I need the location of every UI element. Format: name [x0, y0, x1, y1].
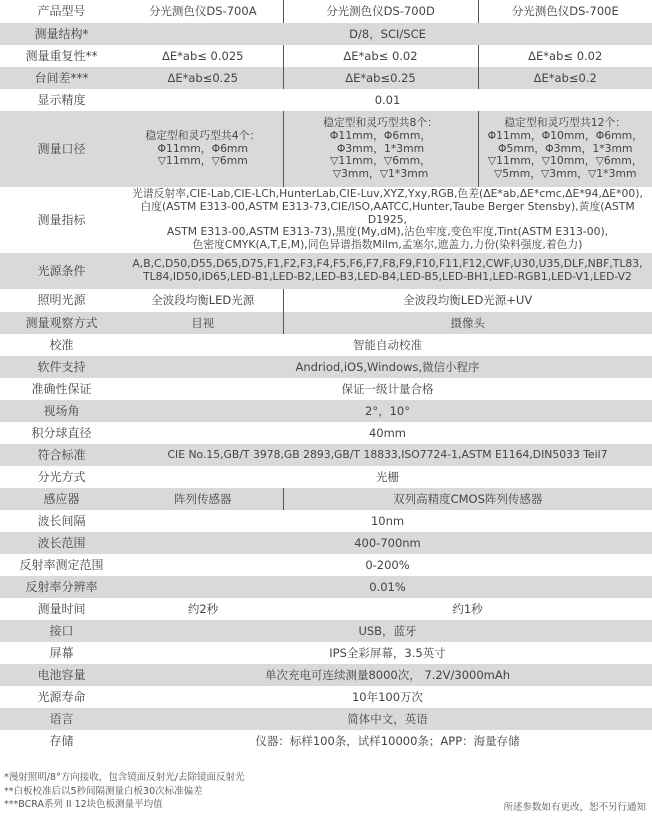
row-calibration: [0, 334, 652, 356]
aperture-line: ▽3mm，▽1*3mm: [332, 167, 429, 181]
row-screen: [0, 642, 652, 664]
cell-ds700de: 摄像头: [283, 312, 652, 334]
aperture-line: ▽11mm，▽6mm，: [330, 154, 431, 168]
row-sensor: [0, 488, 652, 510]
cell-value: USB，蓝牙: [123, 620, 652, 642]
row-label: 视场角: [0, 400, 123, 422]
cell-ds700a: 全波段均衡LED光源: [123, 289, 283, 312]
aperture-line: ▽11mm，▽6mm: [157, 154, 248, 168]
row-precision: [0, 89, 652, 111]
row-label: 波长范围: [0, 532, 123, 554]
footnote-2: **白板校准后以5秒间隔测量白板30次标准偏差: [4, 785, 203, 797]
row-storage: [0, 730, 652, 753]
cell-value: CIE No.15,GB/T 3978,GB 2893,GB/T 18833,ISO7724-1,ASTM E1164,DIN5033 Teil7: [123, 444, 652, 466]
cell-value: 单次充电可连续测量8000次， 7.2V/3000mAh: [123, 664, 652, 686]
cell-ds700e: ΔE*ab≤ 0.02: [478, 45, 652, 67]
row-label: 光源寿命: [0, 686, 123, 708]
cell-ds700e: [478, 111, 652, 187]
cell-value: [123, 187, 652, 253]
row-label: 软件支持: [0, 356, 123, 378]
aperture-line: Φ5mm，Φ3mm，1*3mm: [497, 141, 633, 155]
row-label: 产品型号: [0, 0, 123, 23]
aperture-line: ▽11mm，▽10mm，▽6mm，: [487, 154, 643, 168]
row-illumination: [0, 289, 652, 312]
row-interface: [0, 620, 652, 642]
cell-value: 0.01%: [123, 576, 652, 598]
row-label: 积分球直径: [0, 422, 123, 444]
row-refl-range: [0, 554, 652, 576]
cell-value: IPS全彩屏幕，3.5英寸: [123, 642, 652, 664]
row-splitting: [0, 466, 652, 488]
aperture-line: Φ11mm，Φ6mm，: [329, 128, 432, 142]
cell-value: Andriod,iOS,Windows,微信小程序: [123, 356, 652, 378]
cell-ds700d: 分光测色仪DS-700D: [283, 0, 478, 23]
cell-value: D/8，SCI/SCE: [123, 23, 652, 45]
indices-line: ASTM E313-00,ASTM E313-73),黑度(My,dM),沾色牢度,变色牢度,Tint(ASTM E313-00),: [166, 225, 609, 239]
cell-value: 光栅: [123, 466, 652, 488]
cell-value: 0.01: [123, 89, 652, 111]
cell-ds700a: 分光测色仪DS-700A: [123, 0, 283, 23]
indices-line: 光谱反射率,CIE-Lab,CIE-LCh,HunterLab,CIE-Luv,XYZ,Yxy,RGB,色差(ΔE*ab,ΔE*cmc,ΔE*94,ΔE*00),: [132, 187, 643, 200]
cell-ds700de: 约1秒: [283, 598, 652, 620]
row-label: 接口: [0, 620, 123, 642]
illuminants-line: A,B,C,D50,D55,D65,D75,F1,F2,F3,F4,F5,F6,F7,F8,F9,F10,F11,F12,CWF,U30,U35,DLF,NBF,TL83,: [132, 257, 643, 271]
row-label: 屏幕: [0, 642, 123, 664]
row-accuracy: [0, 378, 652, 400]
row-label: 测量时间: [0, 598, 123, 620]
aperture-line: 稳定型和灵巧型共12个：: [504, 116, 627, 129]
cell-value: 2°，10°: [123, 400, 652, 422]
cell-ds700d: [283, 111, 478, 187]
row-product-model: [0, 0, 652, 23]
row-viewing: [0, 312, 652, 334]
cell-ds700d: ΔE*ab≤0.25: [283, 67, 478, 89]
row-structure: [0, 23, 652, 45]
row-battery: [0, 664, 652, 686]
footnote-1: *漫射照明/8°方向接收，包含镜面反射光/去除镜面反射光: [4, 772, 245, 783]
row-label: 反射率分辨率: [0, 576, 123, 598]
disclaimer: 所述参数如有更改，恕不另行通知: [503, 802, 646, 813]
cell-value: 400-700nm: [123, 532, 652, 554]
row-label: 语言: [0, 708, 123, 730]
row-label: 光源条件: [0, 253, 123, 289]
cell-ds700d: ΔE*ab≤ 0.02: [283, 45, 478, 67]
row-refl-res: [0, 576, 652, 598]
row-label: 测量指标: [0, 187, 123, 253]
cell-value: 保证一级计量合格: [123, 378, 652, 400]
cell-ds700a: ΔE*ab≤ 0.025: [123, 45, 283, 67]
illuminants-line: TL84,ID50,ID65,LED-B1,LED-B2,LED-B3,LED-B4,LED-B5,LED-BH1,LED-RGB1,LED-V1,LED-V2: [143, 270, 632, 283]
indices-line: 色密度CMYK(A,T,E,M),同色异谱指数Milm,孟塞尔,遮盖力,力份(染料强度,着色力): [192, 238, 583, 252]
row-view-angle: [0, 400, 652, 422]
cell-ds700e: 分光测色仪DS-700E: [478, 0, 652, 23]
row-sphere: [0, 422, 652, 444]
row-language: [0, 708, 652, 730]
cell-ds700de: 双列高精度CMOS阵列传感器: [283, 488, 652, 510]
cell-value: 0-200%: [123, 554, 652, 576]
row-inter-instrument: [0, 67, 652, 89]
row-label: 感应器: [0, 488, 123, 510]
row-label: 准确性保证: [0, 378, 123, 400]
row-range: [0, 532, 652, 554]
row-label: 电池容量: [0, 664, 123, 686]
aperture-line: Φ11mm，Φ10mm，Φ6mm，: [487, 128, 643, 142]
row-label: 照明光源: [0, 289, 123, 312]
row-label: 显示精度: [0, 89, 123, 111]
footnote-3: ***BCRA系列 II 12块色板测量平均值: [4, 799, 163, 810]
indices-line: 白度(ASTM E313-00,ASTM E313-73,CIE/ISO,AATCC,Hunter,Taube Berger Stensby),黄度(ASTM D1925,: [140, 199, 635, 226]
row-label: 台间差***: [0, 67, 123, 89]
row-label: 测量观察方式: [0, 312, 123, 334]
row-standards: [0, 444, 652, 466]
row-label: 反射率测定范围: [0, 554, 123, 576]
row-label: 测量口径: [0, 111, 123, 187]
footnotes: [4, 771, 244, 812]
cell-ds700a: 阵列传感器: [123, 488, 283, 510]
row-label: 分光方式: [0, 466, 123, 488]
aperture-line: 稳定型和灵巧型共8个：: [323, 116, 438, 129]
row-label: 存储: [0, 730, 123, 753]
row-software: [0, 356, 652, 378]
row-label: 波长间隔: [0, 510, 123, 532]
row-lamp-life: [0, 686, 652, 708]
row-aperture: [0, 111, 652, 187]
cell-ds700e: ΔE*ab≤0.2: [478, 67, 652, 89]
cell-value: 简体中文，英语: [123, 708, 652, 730]
cell-value: 40mm: [123, 422, 652, 444]
aperture-line: Φ11mm，Φ6mm: [157, 141, 248, 155]
aperture-line: Φ3mm，1*3mm: [336, 141, 425, 155]
row-time: [0, 598, 652, 620]
row-indices: [0, 187, 652, 253]
row-repeatability: [0, 45, 652, 67]
row-illuminants: [0, 253, 652, 289]
cell-value: [123, 253, 652, 289]
row-interval: [0, 510, 652, 532]
aperture-line: ▽5mm，▽3mm，▽1*3mm: [494, 167, 637, 181]
aperture-line: 稳定型和灵巧型共4个：: [145, 128, 261, 142]
cell-value: 10nm: [123, 510, 652, 532]
row-label: 测量重复性**: [0, 45, 123, 67]
row-label: 符合标准: [0, 444, 123, 466]
row-label: 测量结构*: [0, 23, 123, 45]
cell-ds700a: [123, 111, 283, 187]
cell-value: 智能自动校准: [123, 334, 652, 356]
cell-ds700de: 全波段均衡LED光源+UV: [283, 289, 652, 312]
cell-ds700a: ΔE*ab≤0.25: [123, 67, 283, 89]
row-label: 校准: [0, 334, 123, 356]
cell-ds700a: 目视: [123, 312, 283, 334]
cell-value: 10年100万次: [123, 686, 652, 708]
cell-ds700a: 约2秒: [123, 598, 283, 620]
cell-value: 仪器：标样100条，试样10000条；APP：海量存储: [123, 730, 652, 753]
